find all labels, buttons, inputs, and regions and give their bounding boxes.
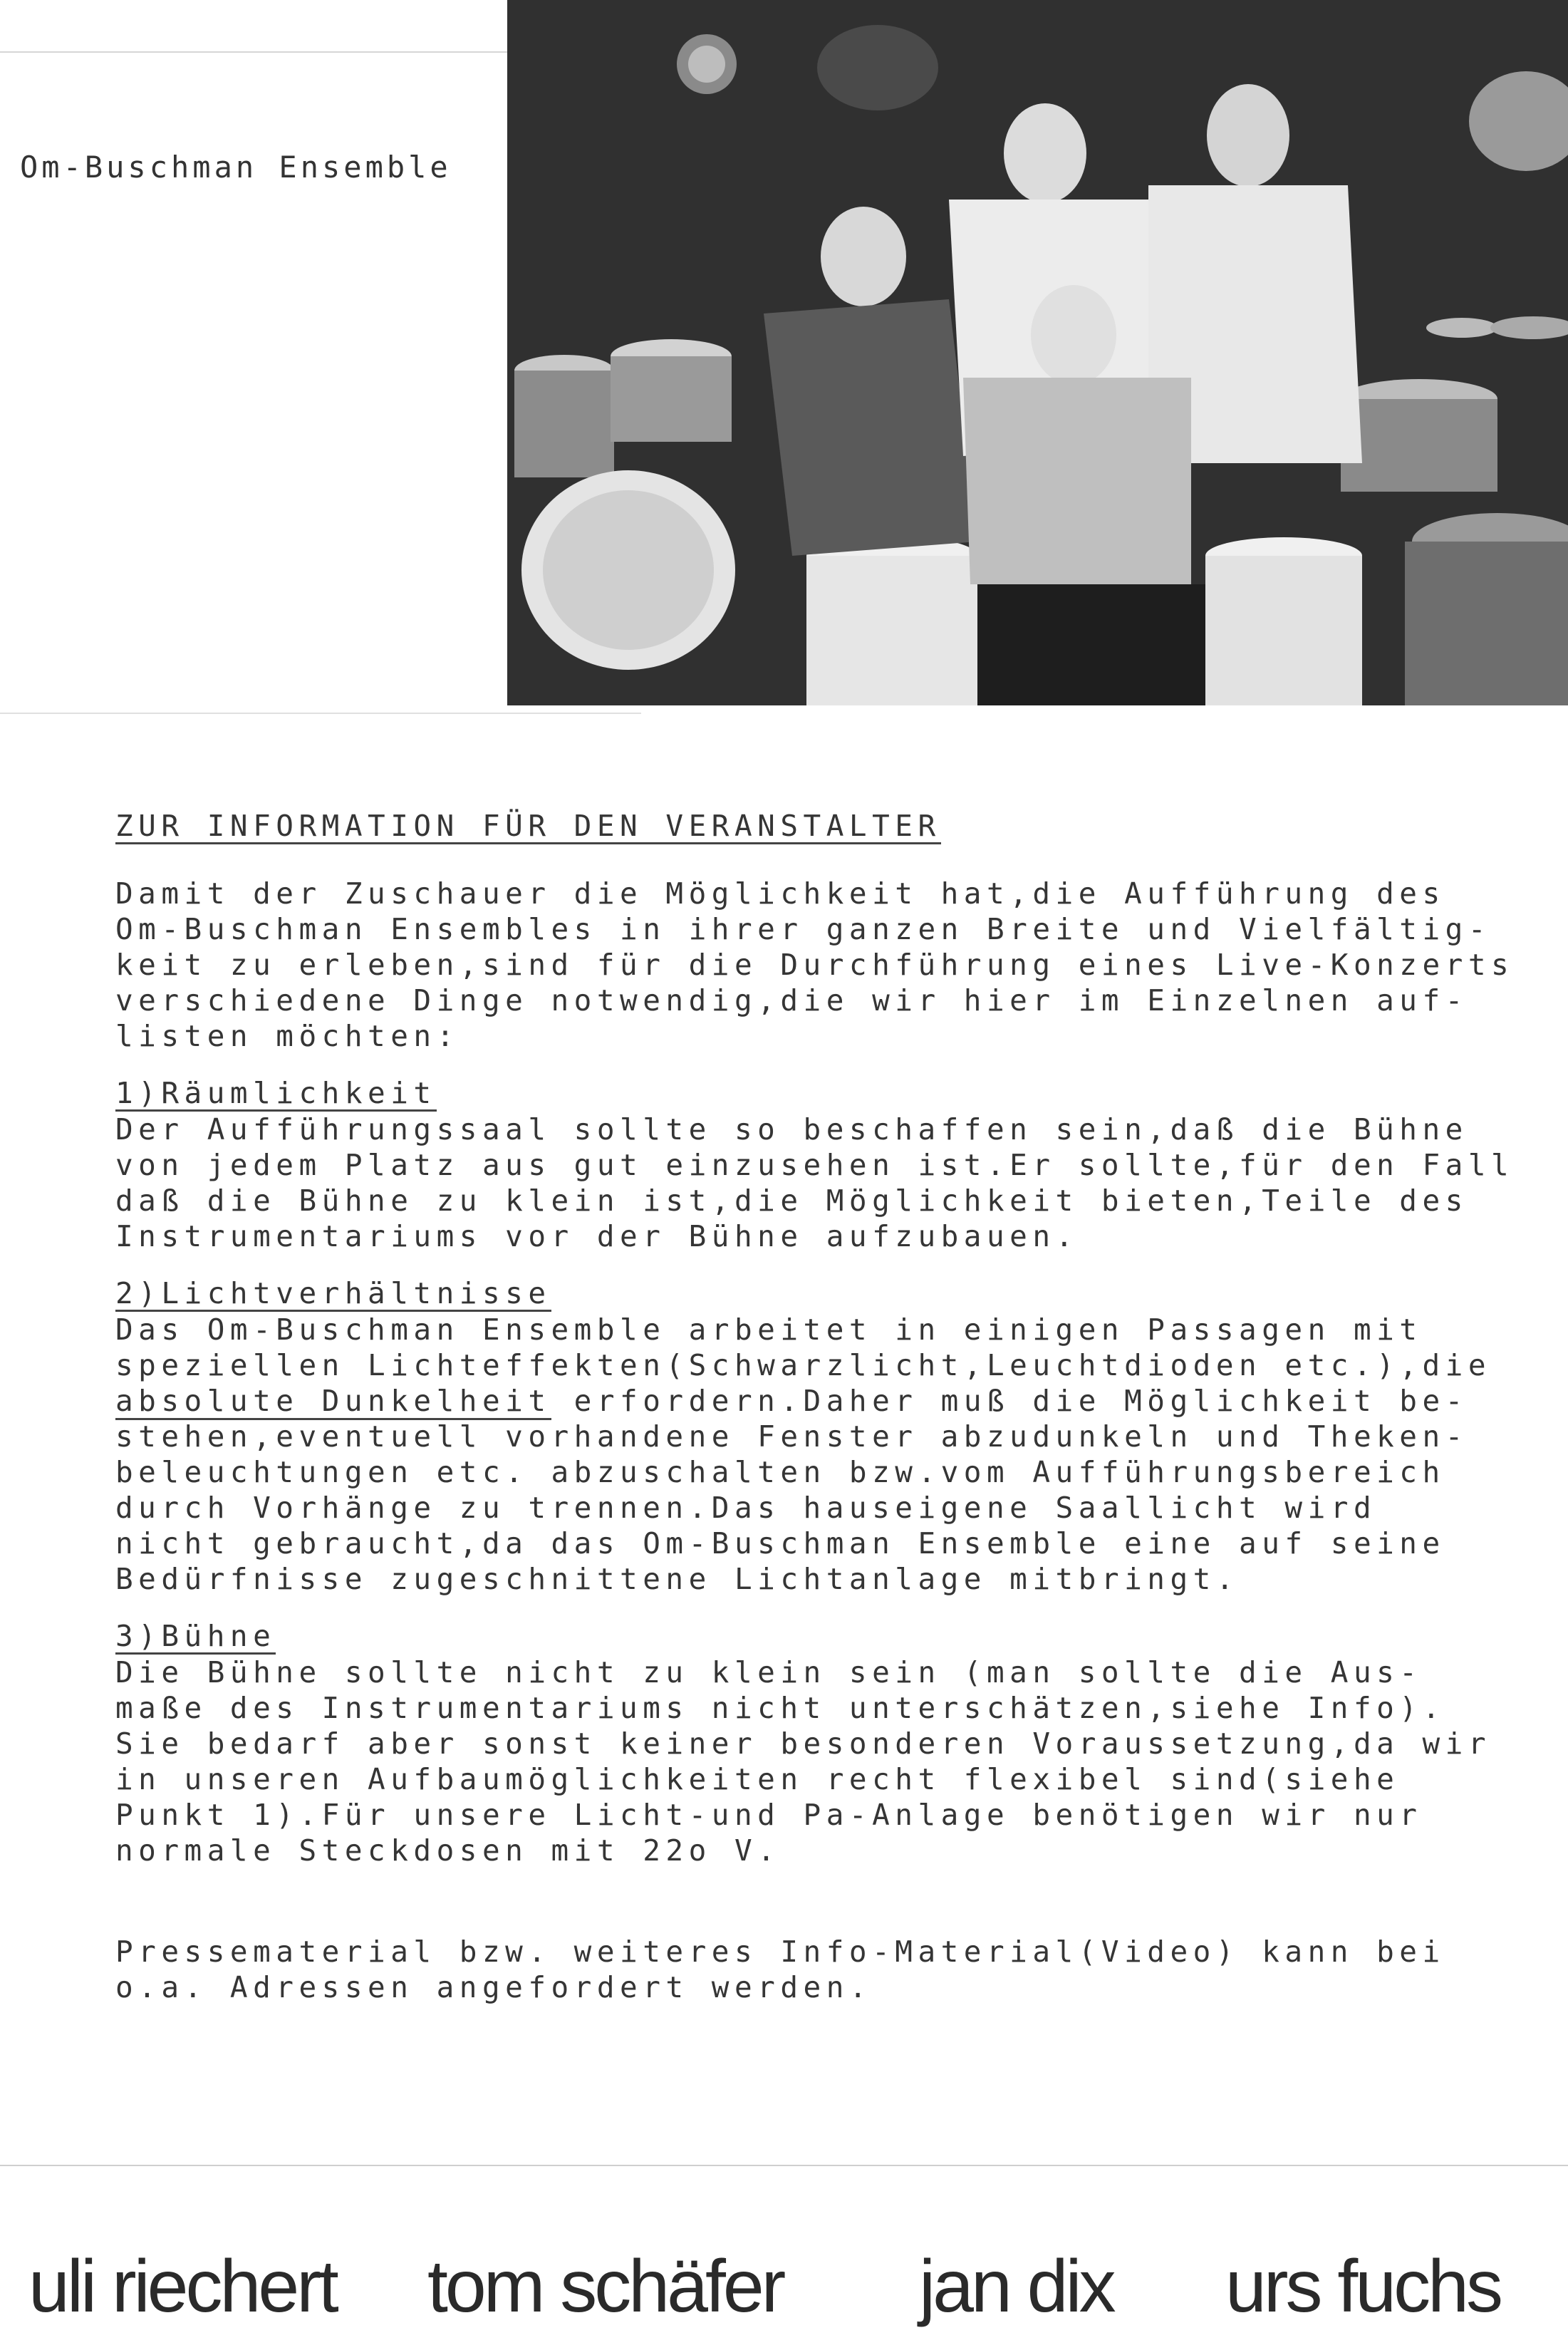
section-title: 2)Lichtverhältnisse bbox=[115, 1276, 551, 1310]
member-names bbox=[28, 2245, 1553, 2328]
section-line: von jedem Platz aus gut einzusehen ist.Er sollte,für den Fall bbox=[115, 1148, 1515, 1182]
intro-line: listen möchten: bbox=[115, 1019, 460, 1053]
section-line: nicht gebraucht,da das Om-Buschman Ensemble eine auf seine bbox=[115, 1526, 1445, 1560]
member-name: tom schäfer bbox=[427, 2245, 784, 2328]
press-line: o.a. Adressen angefordert werden. bbox=[115, 1970, 873, 2004]
section-line: Das Om-Buschman Ensemble arbeitet in einigen Passagen mit bbox=[115, 1313, 1423, 1347]
section-line: Punkt 1).Für unsere Licht-und Pa-Anlage benötigen wir nur bbox=[115, 1798, 1423, 1832]
band-photo bbox=[507, 0, 1568, 705]
scan-edge-top bbox=[0, 51, 507, 53]
member-name: uli riechert bbox=[28, 2245, 336, 2328]
section-line-rest: erfordern.Daher muß die Möglichkeit be- bbox=[551, 1384, 1468, 1418]
info-document bbox=[115, 808, 1515, 2005]
section-lichtverhaeltnisse bbox=[115, 1275, 1492, 1597]
press-line: Pressematerial bzw. weiteres Info-Material(Video) kann bei bbox=[115, 1935, 1445, 1969]
intro-line: Damit der Zuschauer die Möglichkeit hat,die Aufführung des bbox=[115, 876, 1445, 911]
intro-paragraph bbox=[115, 876, 1515, 1054]
section-line: beleuchtungen etc. abzuschalten bzw.vom Aufführungsbereich bbox=[115, 1455, 1445, 1489]
section-line: normale Steckdosen mit 22o V. bbox=[115, 1833, 781, 1868]
member-name: jan dix bbox=[919, 2245, 1113, 2328]
section-line: Der Aufführungssaal sollte so beschaffen sein,daß die Bühne bbox=[115, 1112, 1468, 1146]
section-line: Bedürfnisse zugeschnittene Lichtanlage mitbringt. bbox=[115, 1562, 1240, 1596]
document-heading: ZUR INFORMATION FÜR DEN VERANSTALTER bbox=[115, 809, 941, 843]
section-line bbox=[115, 1383, 1469, 1419]
section-line: stehen,eventuell vorhandene Fenster abzudunkeln und Theken- bbox=[115, 1419, 1468, 1454]
section-title: 3)Bühne bbox=[115, 1619, 276, 1653]
section-line: Die Bühne sollte nicht zu klein sein (man sollte die Aus- bbox=[115, 1655, 1423, 1689]
section-line: Instrumentariums vor der Bühne aufzubauen. bbox=[115, 1219, 1079, 1253]
ensemble-title: Om-Buschman Ensemble bbox=[20, 150, 452, 185]
section-line: speziellen Lichteffekten(Schwarzlicht,Leuchtdioden etc.),die bbox=[115, 1348, 1492, 1382]
member-name: urs fuchs bbox=[1225, 2245, 1500, 2328]
intro-line: keit zu erleben,sind für die Durchführung eines Live-Konzerts bbox=[115, 948, 1515, 982]
footer-divider bbox=[0, 2165, 1568, 2166]
press-paragraph bbox=[115, 1934, 1469, 2005]
section-buehne bbox=[115, 1618, 1492, 1868]
band-photo-icon bbox=[507, 0, 1568, 705]
section-line: daß die Bühne zu klein ist,die Möglichkeit bieten,Teile des bbox=[115, 1184, 1468, 1218]
section-line: durch Vorhänge zu trennen.Das hauseigene Saallicht wird bbox=[115, 1491, 1377, 1525]
section-raeumlichkeit bbox=[115, 1075, 1515, 1254]
underlined-phrase: absolute Dunkelheit bbox=[115, 1384, 551, 1420]
intro-line: verschiedene Dinge notwendig,die wir hier im Einzelnen auf- bbox=[115, 983, 1468, 1018]
intro-line: Om-Buschman Ensembles in ihrer ganzen Breite und Vielfältig- bbox=[115, 912, 1492, 946]
section-title: 1)Räumlichkeit bbox=[115, 1076, 437, 1110]
section-line: maße des Instrumentariums nicht unterschätzen,siehe Info). bbox=[115, 1691, 1445, 1725]
scan-edge-bottom bbox=[0, 713, 641, 714]
section-line: Sie bedarf aber sonst keiner besonderen Voraussetzung,da wir bbox=[115, 1727, 1492, 1761]
section-line: in unseren Aufbaumöglichkeiten recht flexibel sind(siehe bbox=[115, 1762, 1400, 1796]
